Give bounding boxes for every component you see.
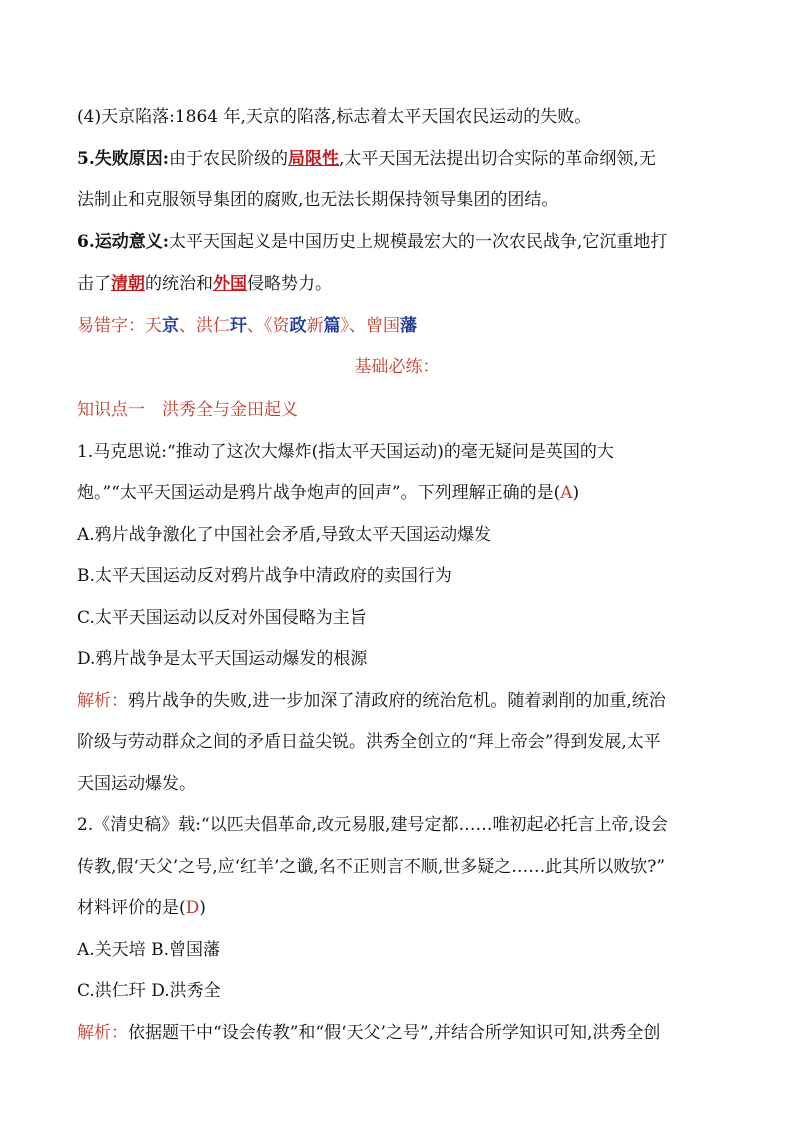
text-span: 鸦片战争的失败,进一步加深了清政府的统治危机。随着剥削的加重,统治 (128, 691, 666, 711)
significance-line-1 (77, 231, 717, 253)
q1-option-a: A.鸦片战争激化了中国社会矛盾,导致太平天国运动爆发 (77, 525, 492, 545)
text-span: 由于农民阶级的 (169, 149, 289, 169)
keyword-limitation: 局限性 (288, 149, 340, 169)
failure-reason-line-1 (77, 148, 717, 170)
text-span: ) (572, 483, 580, 503)
q2-analysis-line-1 (77, 1022, 717, 1044)
text-span: ) (199, 898, 206, 918)
text-span: 太平天国起义是中国历史上规模最宏大的一次农民战争,它沉重地打 (169, 232, 668, 252)
q2-analysis-label: 解析： (77, 1023, 128, 1043)
typo-line (77, 315, 717, 337)
q1-answer: A (560, 483, 573, 503)
text-span: 材料评价的是( (77, 898, 186, 918)
q2-options-cd: C.洪仁玕 D.洪秀全 (77, 981, 221, 1001)
text-span: 新 (306, 316, 324, 336)
q1-analysis-label: 解析： (77, 691, 128, 711)
text-span: 、《资 (247, 316, 290, 336)
q2-answer: D (185, 898, 200, 918)
typo-char: 篇 (323, 316, 341, 336)
q1-analysis-line-3: 天国运动爆发。 (77, 774, 196, 794)
q1-analysis-line-2: 阶级与劳动群众之间的矛盾日益尖锐。洪秀全创立的“拜上帝会”得到发展,太平 (77, 732, 661, 752)
q2-stem-line-3 (77, 897, 717, 919)
q1-option-c: C.太平天国运动以反对外国侵略为主旨 (77, 608, 367, 628)
q2-stem-line-1: 2.《清史稿》载:“以匹夫倡革命,改元易服,建号定都……唯初起必托言上帝,设会 (77, 815, 668, 835)
text-span: 》、曾国 (340, 316, 400, 336)
text-span: 炮。”“太平天国运动是鸦片战争炮声的回声”。下列理解正确的是( (77, 483, 561, 503)
typo-char: 藩 (400, 316, 417, 336)
section-title: 基础必练： (354, 357, 440, 377)
typo-char: 玕 (230, 316, 247, 336)
q1-option-b: B.太平天国运动反对鸦片战争中清政府的卖国行为 (77, 566, 452, 586)
failure-reason-label: 5.失败原因: (77, 149, 170, 169)
keyword-foreign: 外国 (213, 274, 247, 294)
q1-stem-line-1: 1.马克思说:“推动了这次大爆炸(指太平天国运动)的毫无疑问是英国的大 (77, 442, 614, 462)
text-span: 侵略势力。 (247, 274, 332, 294)
q1-analysis-line-1 (77, 690, 717, 712)
q2-stem-line-2: 传教,假‘天父’之号,应‘红羊’之谶,名不正则言不顺,世多疑之……此其所以败欤?” (77, 857, 666, 877)
text-line-tianjing-fall: (4)天京陷落:1864 年,天京的陷落,标志着太平天国农民运动的失败。 (77, 107, 592, 127)
typo-char: 政 (289, 316, 307, 336)
q1-stem-line-2 (77, 482, 717, 504)
text-span: ,太平天国无法提出切合实际的革命纲领,无 (339, 149, 656, 169)
keyword-qing: 清朝 (111, 274, 145, 294)
failure-reason-line-2: 法制止和克服领导集团的腐败,也无法长期保持领导集团的团结。 (77, 190, 559, 210)
typo-char: 京 (162, 316, 179, 336)
q1-option-d: D.鸦片战争是太平天国运动爆发的根源 (77, 649, 368, 669)
text-span: 击了 (77, 274, 111, 294)
q2-options-ab: A.关天培 B.曾国藩 (77, 940, 220, 960)
typo-label: 易错字：天 (77, 316, 162, 336)
text-span: 、洪仁 (179, 316, 230, 336)
topic-heading: 知识点一 洪秀全与金田起义 (77, 400, 298, 420)
text-span: 的统治和 (145, 274, 213, 294)
significance-line-2 (77, 273, 717, 295)
significance-label: 6.运动意义: (77, 232, 170, 252)
text-span: 依据题干中“设会传教”和“假‘天父’之号”,并结合所学知识可知,洪秀全创 (128, 1023, 661, 1043)
